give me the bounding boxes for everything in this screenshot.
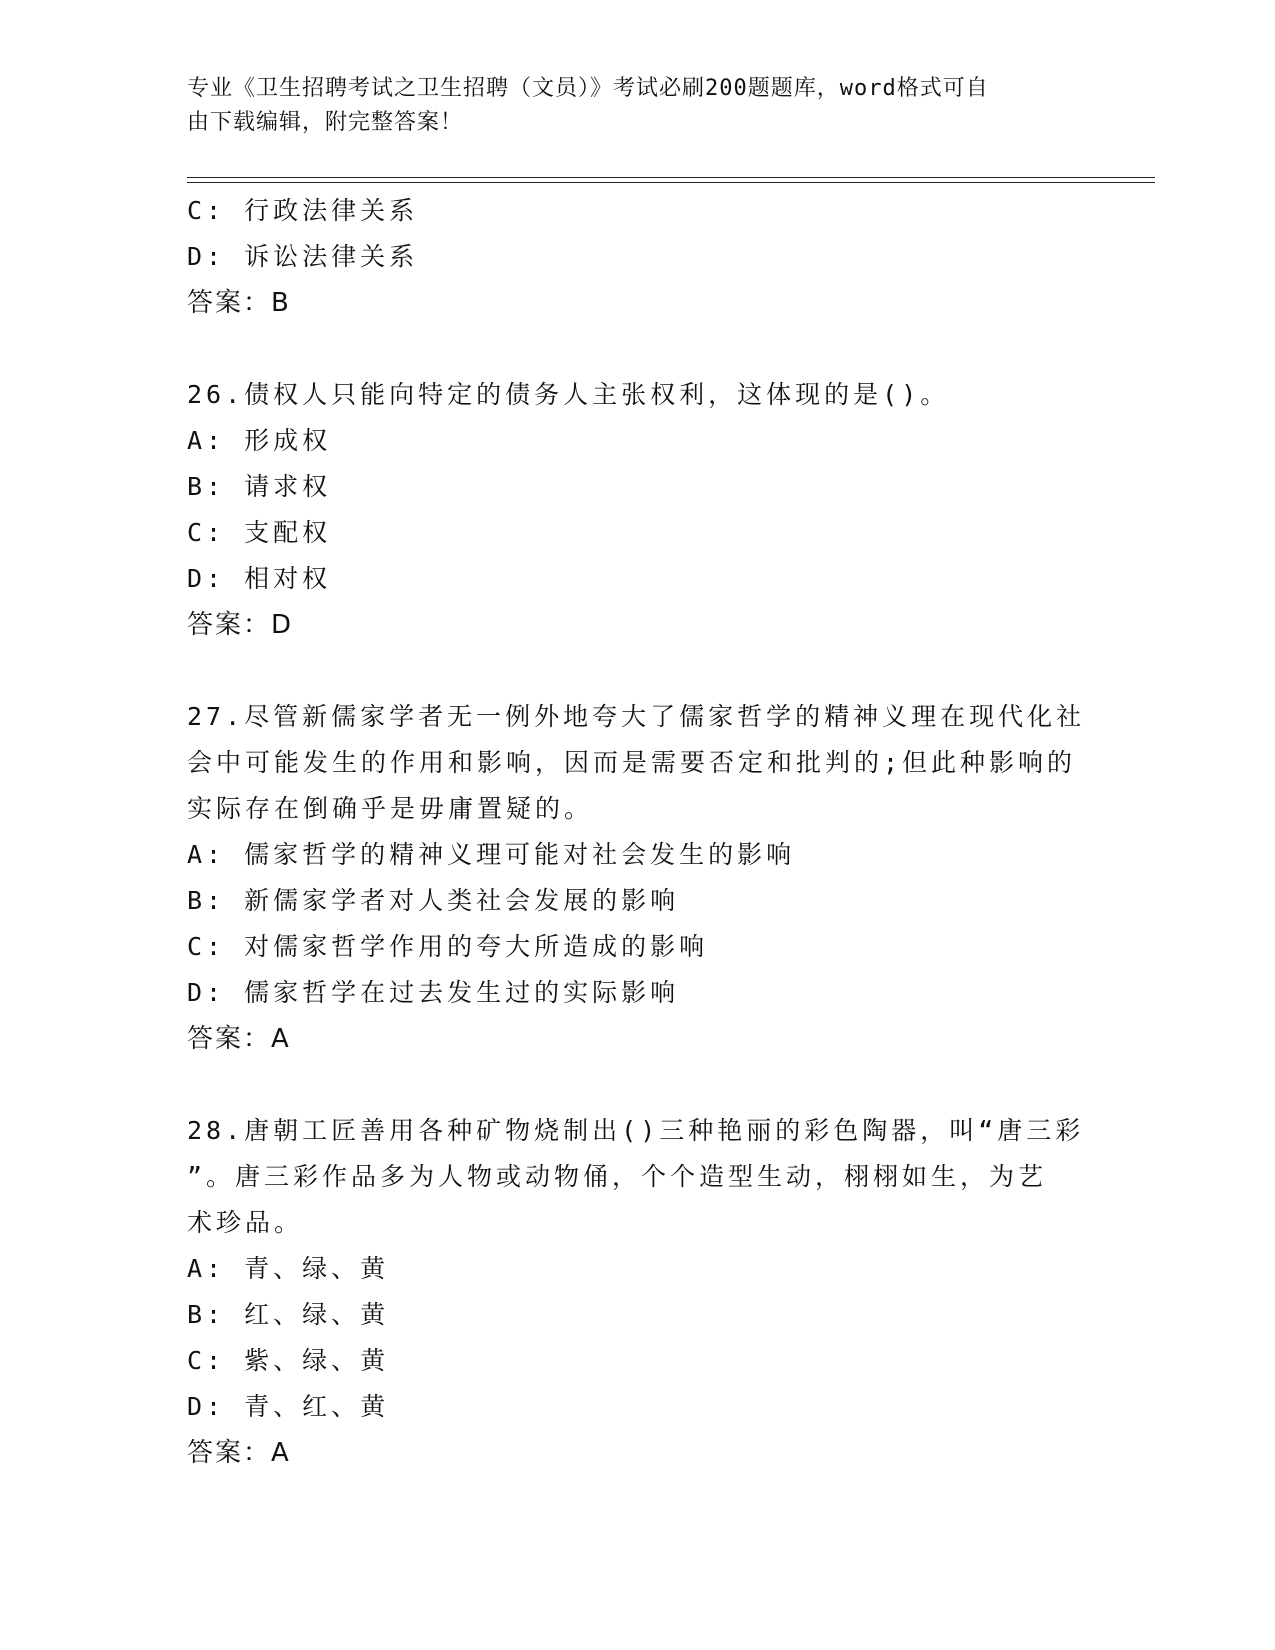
- header-rule-top: [187, 177, 1155, 178]
- question-stem-line-1: 28.唐朝工匠善用各种矿物烧制出()三种艳丽的彩色陶器，叫“唐三彩: [187, 1116, 1085, 1145]
- answer-text: 答案：D: [187, 610, 294, 640]
- option-d: D: 诉讼法律关系: [187, 242, 419, 271]
- answer-text: 答案：B: [187, 288, 291, 318]
- spacer: [187, 1062, 1087, 1108]
- question-stem-line-2: 会中可能发生的作用和影响，因而是需要否定和批判的;但此种影响的: [187, 748, 1077, 777]
- answer-text: 答案：A: [187, 1438, 291, 1468]
- option-a: A: 青、绿、黄: [187, 1254, 390, 1283]
- question-stem-line-2: ”。唐三彩作品多为人物或动物俑，个个造型生动，栩栩如生，为艺: [187, 1162, 1048, 1191]
- option-a: A: 儒家哲学的精神义理可能对社会发生的影响: [187, 840, 796, 869]
- option-b: B: 红、绿、黄: [187, 1300, 390, 1329]
- question-stem-line-3: 术珍品。: [187, 1208, 304, 1237]
- question-list: [187, 188, 1087, 1476]
- option-c: C: 紫、绿、黄: [187, 1346, 390, 1375]
- option-c: C: 行政法律关系: [187, 196, 419, 225]
- header-rule-bottom: [187, 182, 1155, 183]
- spacer: [187, 648, 1087, 694]
- option-b: B: 请求权: [187, 472, 332, 501]
- option-a: A: 形成权: [187, 426, 332, 455]
- option-c: C: 对儒家哲学作用的夸大所造成的影响: [187, 932, 709, 961]
- header-line-2: 由下载编辑，附完整答案！: [187, 110, 464, 135]
- option-b: B: 新儒家学者对人类社会发展的影响: [187, 886, 680, 915]
- question-28-block: [187, 1108, 1087, 1476]
- option-d: D: 相对权: [187, 564, 332, 593]
- question-26-block: [187, 372, 1087, 648]
- document-header: [187, 72, 1067, 140]
- answer-text: 答案：A: [187, 1024, 291, 1054]
- option-d: D: 青、红、黄: [187, 1392, 390, 1421]
- question-stem-line-1: 27.尽管新儒家学者无一例外地夸大了儒家哲学的精神义理在现代化社: [187, 702, 1086, 731]
- question-27-block: [187, 694, 1087, 1062]
- question-stem: 26.债权人只能向特定的债务人主张权利，这体现的是()。: [187, 380, 950, 409]
- header-line-1: 专业《卫生招聘考试之卫生招聘（文员）》考试必刷200题题库，word格式可自: [187, 76, 989, 101]
- option-d: D: 儒家哲学在过去发生过的实际影响: [187, 978, 680, 1007]
- question-stem-line-3: 实际存在倒确乎是毋庸置疑的。: [187, 794, 594, 823]
- option-c: C: 支配权: [187, 518, 332, 547]
- previous-question-block: [187, 188, 1087, 326]
- spacer: [187, 326, 1087, 372]
